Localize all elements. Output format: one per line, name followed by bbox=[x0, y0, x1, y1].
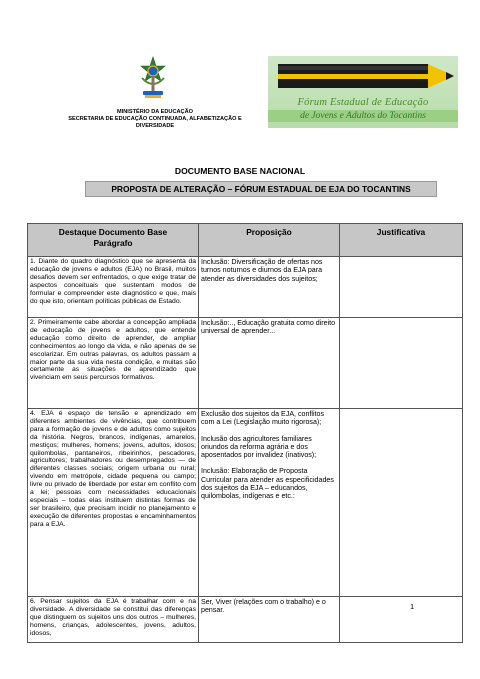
paragraph-cell: 2. Primeiramente cabe abordar a concepção ampliada de educação de jovens e adultos, que entende educação como direito de aprender, de ampliar conhecimentos ao longo da vida, e não apenas de se escolarizar. Em outras palavras, os adultos passam a maior parte da sua vida nesta condição, e muitas são certamente as situações de aprendizado que vivenciam em seus percursos formativos. bbox=[28, 318, 199, 409]
proposal-text: Inclusão: Diversificação de ofertas nos turnos noturnos e diurnos da EJA para atender as diversidades dos sujeitos; bbox=[201, 258, 323, 283]
justification-cell[interactable] bbox=[340, 257, 463, 318]
paragraph-cell: 4. EJA é espaço de tensão e aprendizado em diferentes ambientes de vivências, que contribuem para a formação de jovens e de adultos como sujeitos da história. Negros, brancos, indígenas, amarelos, mestiços; mulheres, homens; jovens, adultos, idosos; quilombolas, pantaneiros, ribeirinhos, pescadores, agricultores; trabalhadores ou desempregados — de diferentes classes sociais; origem urbana ou rural; vivendo em metrópole, cidade pequena ou campo; livre ou privado de liberdade por estar em conflito com a lei; pessoas com necessidades educacionais especiais – todas elas instituem distintas formas de ser brasileiro, que precisam incidir no planejamento e execução de diferentes propostas e encaminhamentos para a EJA. bbox=[28, 409, 199, 597]
logo-title: Fórum Estadual de Educação bbox=[297, 97, 429, 108]
brazil-coat-of-arms-icon bbox=[139, 56, 167, 100]
secretariat-name: SECRETARIA DE EDUCAÇÃO CONTINUADA, ALFABETIZAÇÃO E DIVERSIDADE bbox=[68, 116, 242, 129]
proposal-cell bbox=[199, 318, 340, 409]
table-row bbox=[28, 318, 463, 409]
proposal-cell bbox=[199, 257, 340, 318]
proposal-text: Inclusão:.., Educação gratuita como direito universal de aprender... bbox=[201, 319, 336, 336]
proposal-text: Ser, Viver (relações com o trabalho) e o pensar. bbox=[201, 598, 326, 615]
table-row bbox=[28, 409, 463, 597]
pencil-logo-icon bbox=[268, 56, 458, 96]
ministry-block bbox=[55, 109, 255, 130]
justification-cell[interactable] bbox=[340, 409, 463, 597]
table-row bbox=[28, 597, 463, 643]
proposal-text: Inclusão: Elaboração de Proposta Curricular para atender as especificidades dos sujeitos da EJA – educandos, quilombolas, indígenas e etc.: bbox=[201, 467, 334, 501]
column-header-paragraph bbox=[28, 224, 199, 257]
justification-cell[interactable] bbox=[340, 318, 463, 409]
proposal-cell bbox=[199, 597, 340, 643]
column-header-proposal: Proposição bbox=[199, 224, 340, 257]
paragraph-cell: 1. Diante do quadro diagnóstico que se apresenta da educação de jovens e adultos (EJA) no Brasil, muitos desafios devem ser enfrentados, o que exige tratar de aspectos conceituais que sustentam modos de formular e compreender este diagnóstico e que, mais do que isto, orientam políticas públicas de Estado. bbox=[28, 257, 199, 318]
table-header-row bbox=[28, 224, 463, 257]
ministry-name: MINISTÉRIO DA EDUCAÇÃO bbox=[117, 109, 193, 115]
page-number: 1 bbox=[410, 602, 415, 611]
justification-cell[interactable] bbox=[340, 597, 463, 643]
column-header-justification: Justificativa bbox=[340, 224, 463, 257]
column-header-sublabel: Parágrafo bbox=[93, 238, 133, 248]
proposal-table bbox=[27, 223, 463, 643]
column-header-label: Destaque Documento Base bbox=[58, 227, 168, 237]
table-row bbox=[28, 257, 463, 318]
proposal-title: PROPOSTA DE ALTERAÇÃO – FÓRUM ESTADUAL DE EJA DO TOCANTINS bbox=[85, 181, 437, 197]
document-title: DOCUMENTO BASE NACIONAL bbox=[174, 166, 306, 176]
proposal-text: Exclusão dos sujeitos da EJA, conflitos com a Lei (Legislação muito rigorosa); bbox=[201, 410, 325, 427]
proposal-cell bbox=[199, 409, 340, 597]
logo-subtitle: de Jovens e Adultos do Tocantins bbox=[268, 110, 458, 122]
forum-logo bbox=[268, 56, 458, 128]
paragraph-cell: 6. Pensar sujeitos da EJA é trabalhar com e na diversidade. A diversidade se constitui das diferenças que distinguem os sujeitos uns dos outros – mulheres, homens, crianças, adolescentes, jovens, adultos, idosos, bbox=[28, 597, 199, 643]
proposal-text: Inclusão dos agricultores familiares oriundos da reforma agrária e dos aposentados por invalidez (inativos); bbox=[201, 434, 317, 460]
